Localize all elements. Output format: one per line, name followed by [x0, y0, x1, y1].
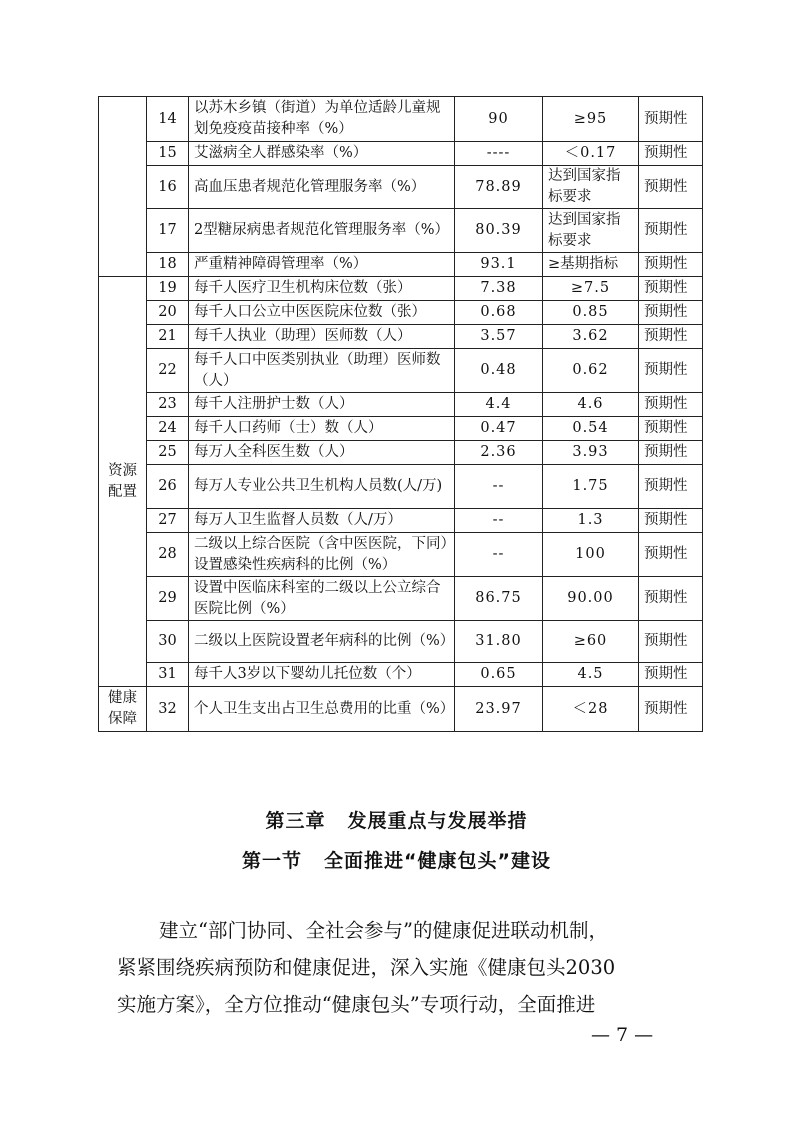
- indicator-attribute: 预期性: [639, 277, 703, 301]
- table-row: [99, 621, 703, 663]
- base-value: ----: [455, 142, 543, 166]
- indicator-attribute: 预期性: [639, 417, 703, 441]
- table-row: [99, 417, 703, 441]
- paragraph-line: 实施方案》，全方位推动“健康包头”专项行动，全面推进: [117, 993, 596, 1016]
- row-number: 24: [147, 417, 189, 441]
- table-row: [99, 509, 703, 533]
- indicator-attribute: 预期性: [639, 577, 703, 621]
- base-value: --: [455, 509, 543, 533]
- row-number: 28: [147, 533, 189, 577]
- indicator-attribute: 预期性: [639, 465, 703, 509]
- target-value: ≥7.5: [543, 277, 639, 301]
- indicator-name: 以苏木乡镇（街道）为单位适龄儿童规划免疫疫苗接种率（%）: [189, 97, 455, 142]
- indicator-name: 设置中医临床科室的二级以上公立综合医院比例（%）: [189, 577, 455, 621]
- chapter-number: 第三章: [265, 810, 326, 832]
- indicator-name: 每千人执业（助理）医师数（人）: [189, 325, 455, 349]
- indicator-name: 二级以上医院设置老年病科的比例（%）: [189, 621, 455, 663]
- row-number: 19: [147, 277, 189, 301]
- table-row: [99, 209, 703, 253]
- target-value: 3.62: [543, 325, 639, 349]
- table-row: [99, 97, 703, 142]
- indicator-attribute: 预期性: [639, 509, 703, 533]
- target-value: 3.93: [543, 441, 639, 465]
- indicator-name: 每千人3岁以下婴幼儿托位数（个）: [189, 663, 455, 687]
- table-row: [99, 277, 703, 301]
- chapter-title: [0, 806, 793, 833]
- indicator-name: 每万人专业公共卫生机构人员数(人/万): [189, 465, 455, 509]
- base-value: 90: [455, 97, 543, 142]
- base-value: 86.75: [455, 577, 543, 621]
- table-row: [99, 142, 703, 166]
- base-value: 93.1: [455, 253, 543, 277]
- indicator-name: 二级以上综合医院（含中医医院，下同）设置感染性疾病科的比例（%）: [189, 533, 455, 577]
- indicator-name: 每万人全科医生数（人）: [189, 441, 455, 465]
- indicator-attribute: 预期性: [639, 142, 703, 166]
- indicator-name: 每千人口中医类别执业（助理）医师数（人）: [189, 349, 455, 393]
- indicator-name: 每千人口药师（士）数（人）: [189, 417, 455, 441]
- row-number: 20: [147, 301, 189, 325]
- base-value: 0.65: [455, 663, 543, 687]
- indicator-attribute: 预期性: [639, 166, 703, 209]
- row-number: 31: [147, 663, 189, 687]
- row-number: 21: [147, 325, 189, 349]
- target-value: 1.75: [543, 465, 639, 509]
- table-row: [99, 533, 703, 577]
- row-number: 30: [147, 621, 189, 663]
- target-value: ≥基期指标: [543, 253, 639, 277]
- indicator-attribute: 预期性: [639, 97, 703, 142]
- target-value: 达到国家指标要求: [543, 209, 639, 253]
- base-value: 0.47: [455, 417, 543, 441]
- base-value: --: [455, 533, 543, 577]
- base-value: 2.36: [455, 441, 543, 465]
- base-value: 0.48: [455, 349, 543, 393]
- section-name: 全面推进“健康包头”建设: [324, 850, 551, 872]
- target-value: ＜0.17: [543, 142, 639, 166]
- base-value: 0.68: [455, 301, 543, 325]
- row-number: 17: [147, 209, 189, 253]
- indicator-name: 2型糖尿病患者规范化管理服务率（%）: [189, 209, 455, 253]
- section-number: 第一节: [242, 850, 303, 872]
- target-value: 90.00: [543, 577, 639, 621]
- target-value: 0.85: [543, 301, 639, 325]
- paragraph-line: 紧紧围绕疾病预防和健康促进，深入实施《健康包头2030: [117, 956, 616, 979]
- section-title: [0, 846, 793, 873]
- base-value: 23.97: [455, 687, 543, 732]
- indicator-attribute: 预期性: [639, 441, 703, 465]
- target-value: 达到国家指标要求: [543, 166, 639, 209]
- body-paragraph: [117, 912, 682, 1023]
- table-row: [99, 687, 703, 732]
- table-row: [99, 663, 703, 687]
- base-value: 31.80: [455, 621, 543, 663]
- row-number: 27: [147, 509, 189, 533]
- target-value: ≥95: [543, 97, 639, 142]
- row-number: 26: [147, 465, 189, 509]
- indicator-name: 严重精神障碍管理率（%）: [189, 253, 455, 277]
- table-row: [99, 325, 703, 349]
- table-row: [99, 393, 703, 417]
- row-number: 15: [147, 142, 189, 166]
- indicator-attribute: 预期性: [639, 621, 703, 663]
- chapter-name: 发展重点与发展举措: [347, 810, 528, 832]
- indicator-name: 每万人卫生监督人员数（人/万）: [189, 509, 455, 533]
- row-number: 23: [147, 393, 189, 417]
- base-value: 7.38: [455, 277, 543, 301]
- indicator-attribute: 预期性: [639, 209, 703, 253]
- table-row: [99, 465, 703, 509]
- table-row: [99, 166, 703, 209]
- indicator-name: 每千人口公立中医医院床位数（张）: [189, 301, 455, 325]
- row-number: 16: [147, 166, 189, 209]
- target-value: 1.3: [543, 509, 639, 533]
- indicator-name: 个人卫生支出占卫生总费用的比重（%）: [189, 687, 455, 732]
- indicator-attribute: 预期性: [639, 253, 703, 277]
- table-row: [99, 349, 703, 393]
- base-value: 3.57: [455, 325, 543, 349]
- indicator-attribute: 预期性: [639, 533, 703, 577]
- indicator-attribute: 预期性: [639, 687, 703, 732]
- indicator-name: 高血压患者规范化管理服务率（%）: [189, 166, 455, 209]
- row-number: 22: [147, 349, 189, 393]
- page-number: — 7 —: [591, 1024, 654, 1046]
- row-number: 25: [147, 441, 189, 465]
- table-row: [99, 577, 703, 621]
- row-number: 32: [147, 687, 189, 732]
- target-value: 100: [543, 533, 639, 577]
- category-cell: 资源配置: [99, 277, 147, 687]
- indicator-name: 每千人注册护士数（人）: [189, 393, 455, 417]
- table-row: [99, 441, 703, 465]
- category-cell: 健康保障: [99, 687, 147, 732]
- paragraph-line: 建立“部门协同、全社会参与”的健康促进联动机制，: [159, 919, 608, 942]
- base-value: 80.39: [455, 209, 543, 253]
- indicator-attribute: 预期性: [639, 325, 703, 349]
- category-cell: [99, 97, 147, 277]
- indicator-attribute: 预期性: [639, 349, 703, 393]
- base-value: 4.4: [455, 393, 543, 417]
- base-value: 78.89: [455, 166, 543, 209]
- base-value: --: [455, 465, 543, 509]
- target-value: ≥60: [543, 621, 639, 663]
- indicator-attribute: 预期性: [639, 393, 703, 417]
- indicator-attribute: 预期性: [639, 301, 703, 325]
- indicator-attribute: 预期性: [639, 663, 703, 687]
- row-number: 14: [147, 97, 189, 142]
- row-number: 29: [147, 577, 189, 621]
- target-value: 4.6: [543, 393, 639, 417]
- table-row: [99, 253, 703, 277]
- row-number: 18: [147, 253, 189, 277]
- indicator-name: 每千人医疗卫生机构床位数（张）: [189, 277, 455, 301]
- target-value: 0.54: [543, 417, 639, 441]
- target-value: 4.5: [543, 663, 639, 687]
- target-value: 0.62: [543, 349, 639, 393]
- indicator-name: 艾滋病全人群感染率（%）: [189, 142, 455, 166]
- indicator-table: [98, 96, 703, 732]
- table-row: [99, 301, 703, 325]
- target-value: ＜28: [543, 687, 639, 732]
